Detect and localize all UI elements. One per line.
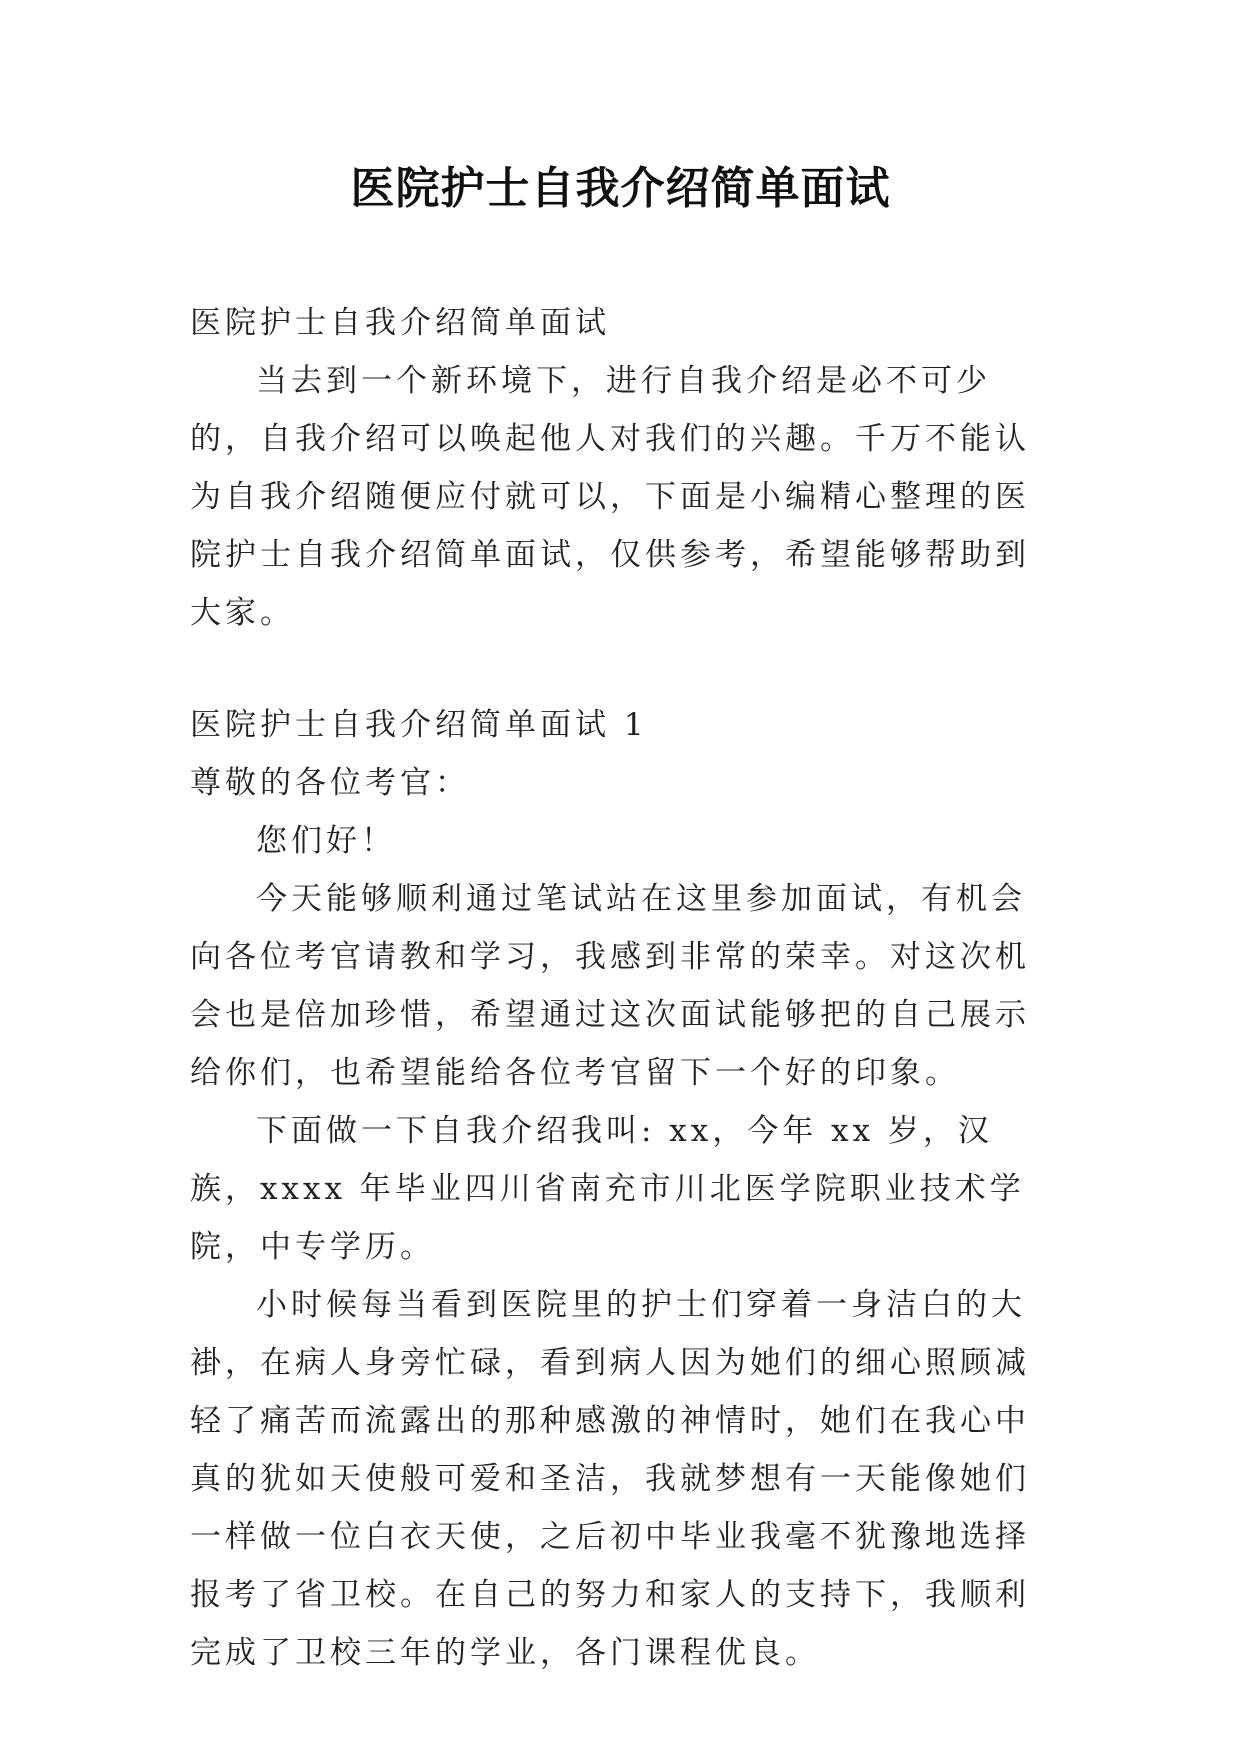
paragraph-childhood-dream: 小时候每当看到医院里的护士们穿着一身洁白的大褂，在病人身旁忙碌，看到病人因为她们的细心照顾减轻了痛苦而流露出的那种感激的神情时，她们在我心中真的犹如天使般可爱和圣洁，我就梦想有一天能像她们一样做一位白衣天使，之后初中毕业我毫不犹豫地选择报考了省卫校。在自己的努力和家人的支持下，我顺利完成了卫校三年的学业，各门课程优良。 [190, 1287, 1030, 1671]
subtitle: 医院护士自我介绍简单面试 [190, 305, 610, 341]
section-spacer [190, 642, 1060, 696]
greeting: 您们好！ [256, 823, 396, 859]
paragraph-self-introduction: 下面做一下自我介绍我叫: xx，今年 xx 岁，汉族，xxxx 年毕业四川省南充市川北医学院职业技术学院，中专学历。 [190, 1113, 1025, 1265]
document-title: 医院护士自我介绍简单面试 [350, 163, 891, 214]
salutation: 尊敬的各位考官： [190, 765, 470, 801]
paragraph-interview-thanks: 今天能够顺利通过笔试站在这里参加面试，有机会向各位考官请教和学习，我感到非常的荣幸。对这次机会也是倍加珍惜，希望通过这次面试能够把的自己展示给你们，也希望能给各位考官留下一个好的印象。 [190, 881, 1030, 1091]
section-heading: 医院护士自我介绍简单面试 1 [190, 707, 648, 743]
intro-paragraph: 当去到一个新环境下，进行自我介绍是必不可少的，自我介绍可以唤起他人对我们的兴趣。千万不能认为自我介绍随便应付就可以，下面是小编精心整理的医院护士自我介绍简单面试，仅供参考，希望能够帮助到大家。 [190, 363, 1030, 631]
document-body [190, 294, 1060, 1682]
